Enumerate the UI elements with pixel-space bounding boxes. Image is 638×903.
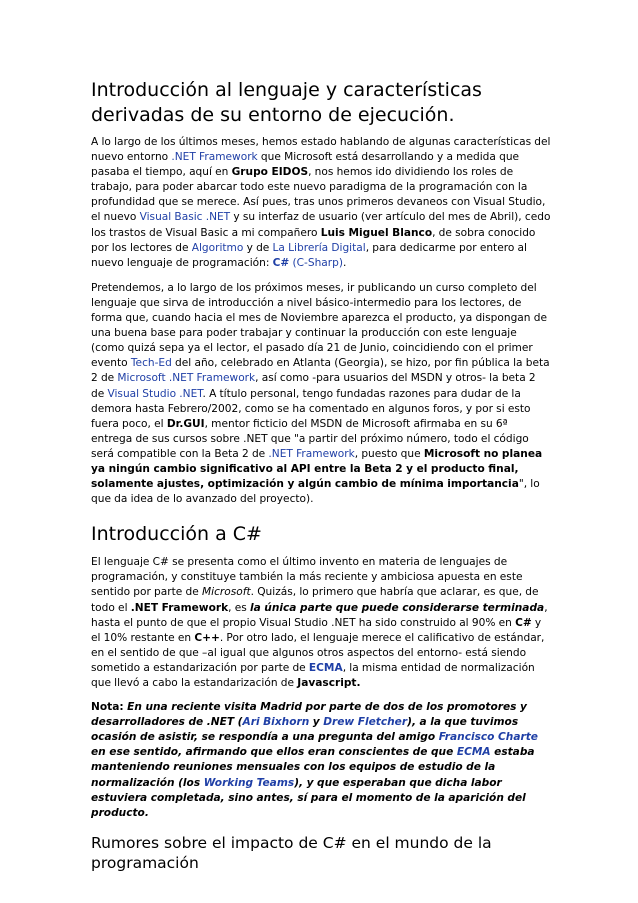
text-link[interactable]: .NET Framework	[171, 151, 258, 164]
text-link[interactable]: Algoritmo	[191, 241, 244, 254]
bold-italic-text-link[interactable]: Ari Bixhorn	[242, 716, 310, 729]
bold-text: Grupo EIDOS	[231, 166, 309, 179]
section-heading-rumores: Rumores sobre el impacto de C# en el mundo de la programación	[91, 833, 492, 872]
text-run: , hasta el punto de que el propio Visual Studio .NET ha sido construido al 90% en	[91, 601, 548, 629]
bold-italic-text: ), y que esperaban que dicha labor estuviera completada, sino antes, sí para el momento de la aparición del producto.	[91, 776, 526, 819]
text-link[interactable]: .NET Framework	[268, 447, 355, 460]
text-run: , la misma entidad de normalización que llevó a cabo la estandarización de	[91, 661, 535, 689]
text-run: Pretendemos, a lo largo de los próximos meses, ir publicando un curso completo del lenguaje que sirva de introducción a nivel básico-intermedio para los lectores, de forma que, cuando hacia el mes de Noviembre aparezca el producto, ya dispongan de una buena base para poder trabajar y continuar la producción con este lenguaje (como quizá sepa ya el lector, el pasado día 21 de Junio, coincidiendo con el primer evento	[91, 281, 547, 370]
bold-text: .NET Framework	[130, 601, 229, 614]
intro-paragraph	[91, 135, 551, 271]
text-run: , para dedicarme por entero al nuevo lenguaje de programación:	[91, 241, 527, 269]
bold-italic-text: ), a la que tuvimos ocasión de asistir, se respondía a una pregunta del amigo	[91, 716, 519, 744]
text-run: que Microsoft está desarrollando y a medida que pasaba el tiempo, aquí en	[91, 151, 520, 179]
section-heading-intro-csharp: Introducción a C#	[91, 523, 262, 546]
bold-italic-text-link[interactable]: Drew Fletcher	[323, 716, 408, 729]
bold-text: Luis Miguel Blanco	[320, 226, 433, 239]
bold-text: C++	[194, 631, 220, 644]
bold-text: Dr.GUI	[166, 417, 205, 430]
bold-italic-text: en ese sentido, afirmando que ellos eran conscientes de que	[91, 746, 457, 759]
text-run: y de	[243, 241, 273, 254]
text-run: .	[343, 256, 347, 269]
bold-text: Microsoft no planea ya ningún cambio significativo al API entre la Beta 2 y el producto final, solamente ajustes, optimización y algún cambio de mínima importancia	[91, 447, 543, 491]
bold-text: Nota:	[91, 701, 128, 714]
document-page	[91, 78, 551, 873]
text-run: del año, celebrado en Atlanta (Georgia), se hizo, por fin pública la beta 2 de	[91, 357, 550, 385]
text-run: . Quizás, lo primero que habría que aclarar, es que, de todo el	[91, 586, 539, 614]
text-link[interactable]: Visual Studio .NET	[107, 387, 203, 400]
text-link[interactable]: Tech-Ed	[130, 357, 172, 370]
bold-text: C#	[515, 616, 532, 629]
bold-italic-text: y	[309, 716, 324, 729]
text-run: y el 10% restante en	[91, 616, 542, 644]
text-link[interactable]: (C-Sharp)	[292, 256, 343, 269]
note-paragraph	[91, 700, 551, 821]
text-link[interactable]: Microsoft .NET Framework	[117, 372, 256, 385]
text-run: . Por otro lado, el lenguaje merece el calificativo de estándar, en el sentido de que –al igual que algunos otros aspectos del entorno- está siendo sometido a estandarización por parte de	[91, 631, 545, 674]
text-run: , nos hemos ido dividiendo los roles de trabajo, para poder abarcar todo este nuevo paradigma de la programación con la profundidad que se merece. Así pues, tras unos primeros devaneos con Visual Studio, el nuevo	[91, 166, 546, 224]
text-run: , así como -para usuarios del MSDN y otros- la beta 2 de	[91, 372, 536, 400]
bold-italic-text: En una reciente visita Madrid por parte de dos de los promotores y desarrolladores de .NET (	[91, 701, 527, 729]
bold-text-link[interactable]: C#	[272, 256, 290, 269]
bold-italic-text-link[interactable]: Francisco Charte	[438, 731, 538, 744]
text-run: , de sobra conocido por los lectores de	[91, 226, 536, 254]
bold-italic-text-link[interactable]: Working Teams	[203, 776, 295, 789]
text-run: . A título personal, tengo fundadas razones para dudar de la demora hasta Febrero/2002, como se ha comentado en algunos foros, y por si esto fuera poco, el	[91, 387, 531, 430]
italic-text: Microsoft	[201, 586, 251, 599]
bold-italic-text: la única parte que puede considerarse terminada	[249, 601, 545, 614]
text-run: A lo largo de los últimos meses, hemos estado hablando de algunas características del nuevo entorno	[91, 136, 551, 164]
text-run: y su interfaz de usuario (ver artículo del mes de Abril), cedo los trastos de Visual Basic a mi compañero	[91, 211, 551, 239]
main-heading: Introducción al lenguaje y características derivadas de su entorno de ejecución.	[91, 79, 482, 126]
text-link[interactable]: Visual Basic .NET	[139, 211, 231, 224]
bold-italic-text: estaba manteniendo reuniones mensuales con los equipos de estudio de la normalización (los	[91, 746, 535, 789]
text-run: , puesto que	[354, 447, 424, 460]
text-run: , mentor ficticio del MSDN de Microsoft afirmaba en su 6ª entrega de sus cursos sobre .NET que "a partir del próximo número, todo el código será compatible con la Beta 2 de	[91, 417, 529, 460]
bold-text-link[interactable]: ECMA	[308, 661, 343, 674]
text-run: ", lo que da idea de lo avanzado del proyecto).	[91, 478, 540, 506]
bold-text: Javascript.	[297, 677, 361, 689]
text-run: , es	[228, 601, 250, 614]
bold-italic-text-link[interactable]: ECMA	[456, 746, 491, 759]
text-link[interactable]: La Librería Digital	[272, 241, 366, 254]
text-run: El lenguaje C# se presenta como el último invento en materia de lenguajes de programación, y constituye también la más reciente y ambiciosa apuesta en este sentido por parte de	[91, 556, 523, 599]
csharp-paragraph	[91, 555, 551, 691]
plans-paragraph	[91, 281, 551, 507]
